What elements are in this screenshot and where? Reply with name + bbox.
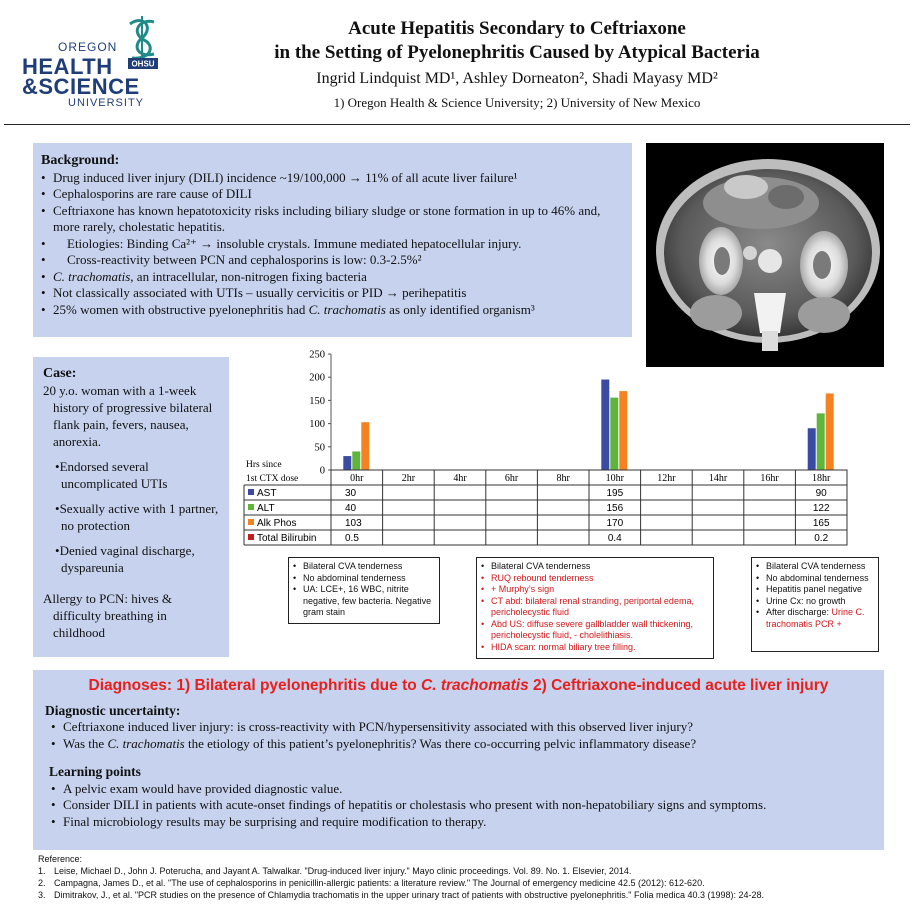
background-list	[41, 170, 624, 319]
note-item: • No abdominal tenderness	[293, 573, 435, 585]
u2-post: the etiology of this patient’s pyelonephritis? Was there co-occurring pelvic inflammatory disease?	[184, 735, 697, 751]
note-item: • Bilateral CVA tenderness	[293, 561, 435, 573]
note-item: • RUQ rebound tenderness	[481, 573, 709, 585]
case-item-utis-text: Endorsed several uncomplicated UTIs	[59, 459, 168, 491]
organism-desc: , an intracellular, non-nitrogen fixing bacteria	[130, 268, 367, 284]
y-tick-label: 100	[309, 419, 325, 431]
dx-title-pre: Diagnoses: 1) Bilateral pyelonephritis due to	[88, 677, 422, 694]
note-item: • Bilateral CVA tenderness	[756, 561, 874, 573]
reference-2-text: Campagna, James D., et al. "The use of cephalosporins in penicillin-allergic patients: a literature review." The Journal of emergency medicine 42.5 (2012): 612-620.	[54, 878, 705, 888]
learning-heading: Learning points	[49, 764, 141, 779]
data-label: 122	[812, 503, 830, 514]
bar-alt	[817, 413, 825, 470]
u2-organism: C. trachomatis	[107, 735, 185, 751]
case-panel	[33, 357, 229, 657]
note-10hr-list	[481, 561, 709, 653]
background-bullet-ceftriaxone: • Ceftriaxone has known hepatotoxicity risks including biliary sludge or stone formation in up to 46% and, more rarely, cholestatic hepatitis.	[41, 203, 624, 236]
background-panel	[33, 143, 632, 337]
case-heading: Case:	[43, 366, 77, 381]
lab-values-chart	[236, 345, 852, 565]
bar-alk-phos	[619, 391, 627, 470]
bar-alk-phos	[826, 393, 834, 470]
note-item: • CT abd: bilateral renal stranding, periportal edema, pericholecystic fluid	[481, 596, 709, 619]
logo-line-1: OREGON	[58, 40, 118, 54]
data-label: 165	[812, 518, 830, 529]
dx-title-organism: C. trachomatis	[421, 677, 529, 694]
bar-ast	[808, 428, 816, 470]
dx-title-post: 2) Ceftriaxone-induced acute liver injury	[528, 677, 829, 694]
logo-line-3: &SCIENCE	[22, 74, 140, 99]
case-item-utis: •Endorsed several uncomplicated UTIs	[55, 459, 168, 491]
note-item: • + Murphy’s sign	[481, 584, 709, 596]
category-label: 0hr	[350, 473, 364, 484]
note-item: • No abdominal tenderness	[756, 573, 874, 585]
reference-3: 3. Dimitrakov, J., et al. "PCR studies on the presence of Chlamydia trachomatis in the upper urinary tract of patients with obstructive pyelonephritis." Folia medica 40.3 (1998): 24-28.	[38, 890, 765, 900]
note-item: • UA: LCE+, 16 WBC, nitrite negative, few bacteria. Negative gram stain	[293, 584, 435, 619]
category-label: 10hr	[605, 473, 624, 484]
data-label: 40	[345, 503, 357, 514]
bar-alk-phos	[361, 422, 369, 470]
data-label: 0.2	[814, 533, 829, 544]
note-item-after-discharge: • After discharge: Urine C. trachomatis PCR +	[756, 607, 874, 630]
reference-1: 1. Leise, Michael D., John J. Poterucha, and Jayant A. Talwalkar. "Drug-induced liver injury." Mayo clinic proceedings. Vol. 89. No. 1. Elsevier, 2014.	[38, 866, 632, 876]
diagnoses-panel	[33, 670, 884, 850]
bar-alt	[610, 398, 618, 470]
y-tick-label: 200	[309, 372, 325, 384]
case-item-denied-text: Denied vaginal discharge, dyspareunia	[59, 543, 195, 575]
data-label: 103	[345, 518, 362, 529]
category-label: 6hr	[504, 473, 519, 484]
data-label: 195	[606, 488, 624, 499]
legend-label: Alk Phos	[257, 518, 297, 529]
reference-2: 2. Campagna, James D., et al. "The use of cephalosporins in penicillin-allergic patients: a literature review." The Journal of emergency medicine 42.5 (2012): 612-620.	[38, 878, 705, 888]
poster-title-line-2: in the Setting of Pyelonephritis Caused by Atypical Bacteria	[274, 42, 760, 63]
uncertainty-heading: Diagnostic uncertainty:	[45, 702, 181, 718]
reference-1-text: Leise, Michael D., John J. Poterucha, and Jayant A. Talwalkar. "Drug-induced liver injury." Mayo clinic proceedings. Vol. 89. No. 1. Elsevier, 2014.	[54, 866, 632, 876]
pyelo-organism: C. trachomatis	[308, 301, 386, 317]
references	[38, 853, 898, 901]
note-18hr-list	[756, 561, 874, 630]
learning-list	[45, 781, 872, 831]
references-heading: Reference:	[38, 854, 83, 864]
legend-label: ALT	[257, 503, 275, 514]
legend-swatch	[248, 519, 254, 525]
legend-label: AST	[257, 488, 277, 499]
category-label: 12hr	[657, 473, 676, 484]
uncertainty-item-2	[51, 736, 872, 753]
category-label: 2hr	[401, 473, 416, 484]
logo-line-4: UNIVERSITY	[68, 97, 145, 109]
note-item: • Hepatitis panel negative	[756, 584, 874, 596]
uncertainty-item-1: • Ceftriaxone induced liver injury: is cross-reactivity with PCN/hypersensitivity associated with this observed liver injury?	[51, 719, 872, 736]
learning-item-1: • A pelvic exam would have provided diagnostic value.	[51, 781, 872, 798]
background-heading: Background:	[41, 153, 120, 168]
authors: Ingrid Lindquist MD¹, Ashley Dorneaton², Shadi Mayasy MD²	[316, 70, 718, 87]
logo-line-2: HEALTH	[22, 54, 113, 79]
diagnoses-title	[45, 678, 872, 695]
background-bullet-chlamydia	[41, 269, 624, 286]
note-item: • HIDA scan: normal biliary tree filling.	[481, 642, 709, 654]
case-item-denied: •Denied vaginal discharge, dyspareunia	[55, 543, 195, 575]
case-item-sexual-history-text: Sexually active with 1 partner, no protection	[59, 501, 219, 533]
note-18hr	[751, 557, 879, 652]
note-0hr-list	[293, 561, 435, 619]
background-bullet-cephalosporins: • Cephalosporins are rare cause of DILI	[41, 186, 624, 203]
bar-ast	[601, 380, 609, 470]
x-header-line-2: 1st CTX dose	[246, 474, 299, 484]
case-intro: 20 y.o. woman with a 1-week history of progressive bilateral flank pain, fevers, nausea, anorexia.	[43, 383, 213, 449]
affiliations: 1) Oregon Health & Science University; 2) University of New Mexico	[333, 95, 701, 110]
lab-values-chart-svg	[236, 345, 852, 565]
category-label: 4hr	[453, 473, 467, 484]
category-label: 18hr	[812, 473, 831, 484]
legend-swatch	[248, 504, 254, 510]
case-allergy: Allergy to PCN: hives & difficulty breathing in childhood	[43, 591, 173, 640]
note-item: • Urine Cx: no growth	[756, 596, 874, 608]
category-label: 8hr	[556, 473, 570, 484]
bar-alt	[352, 451, 360, 470]
y-tick-label: 250	[309, 349, 325, 361]
poster-title-line-1: Acute Hepatitis Secondary to Ceftriaxone	[348, 18, 686, 39]
data-label: 90	[815, 488, 827, 499]
data-label: 170	[606, 518, 624, 529]
legend-swatch	[248, 534, 254, 540]
y-tick-label: 50	[314, 442, 325, 454]
category-label: 16hr	[760, 473, 779, 484]
category-label: 14hr	[708, 473, 728, 484]
learning-item-2: • Consider DILI in patients with acute-onset findings of hepatitis or cholestasis who present with non-hepatobiliary signs and symptoms.	[51, 797, 872, 814]
x-header-line-1: Hrs since	[246, 460, 282, 470]
legend-swatch	[248, 489, 254, 495]
note-item: • Bilateral CVA tenderness	[481, 561, 709, 573]
data-label: 156	[606, 503, 624, 514]
background-bullet-dili: • Drug induced liver injury (DILI) incidence ~19/100,000 → 11% of all acute liver failure¹	[41, 170, 624, 187]
logo-badge: OHSU	[131, 59, 155, 69]
organism-name: C. trachomatis	[53, 268, 131, 284]
background-bullet-cross-reactivity: • Cross-reactivity between PCN and cephalosporins is low: 0.3-2.5%²	[41, 252, 624, 269]
case-item-sexual-history: •Sexually active with 1 partner, no protection	[55, 501, 219, 533]
bar-ast	[343, 456, 351, 470]
data-label: 0.5	[345, 533, 359, 544]
learning-item-3: • Final microbiology results may be surprising and require modification to therapy.	[51, 814, 872, 831]
note-10hr	[476, 557, 714, 659]
ct-scan-image	[646, 143, 884, 367]
background-bullet-uti: • Not classically associated with UTIs – usually cervicitis or PID → perihepatitis	[41, 285, 624, 302]
legend-label: Total Bilirubin	[257, 533, 317, 544]
uncertainty-list	[45, 719, 872, 752]
note-0hr	[288, 557, 440, 624]
pyelo-text-post: as only identified organism³	[385, 301, 535, 317]
note-item: • Abd US: diffuse severe gallbladder wall thickening, pericholecystic fluid, - cholelithiasis.	[481, 619, 709, 642]
reference-3-text: Dimitrakov, J., et al. "PCR studies on the presence of Chlamydia trachomatis in the upper urinary tract of patients with obstructive pyelonephritis." Folia medica 40.3 (1998): 24-28.	[54, 890, 765, 900]
pyelo-text-pre: 25% women with obstructive pyelonephritis had	[53, 301, 309, 317]
u2-pre: Was the	[63, 735, 108, 751]
y-tick-label: 150	[309, 395, 325, 407]
data-label: 0.4	[607, 533, 622, 544]
y-tick-label: 0	[319, 465, 325, 477]
background-bullet-pyelonephritis	[41, 302, 624, 319]
header-divider	[4, 124, 910, 125]
background-bullet-etiologies: • Etiologies: Binding Ca²⁺ → insoluble crystals. Immune mediated hepatocellular injury.	[41, 236, 624, 253]
data-label: 30	[345, 488, 357, 499]
